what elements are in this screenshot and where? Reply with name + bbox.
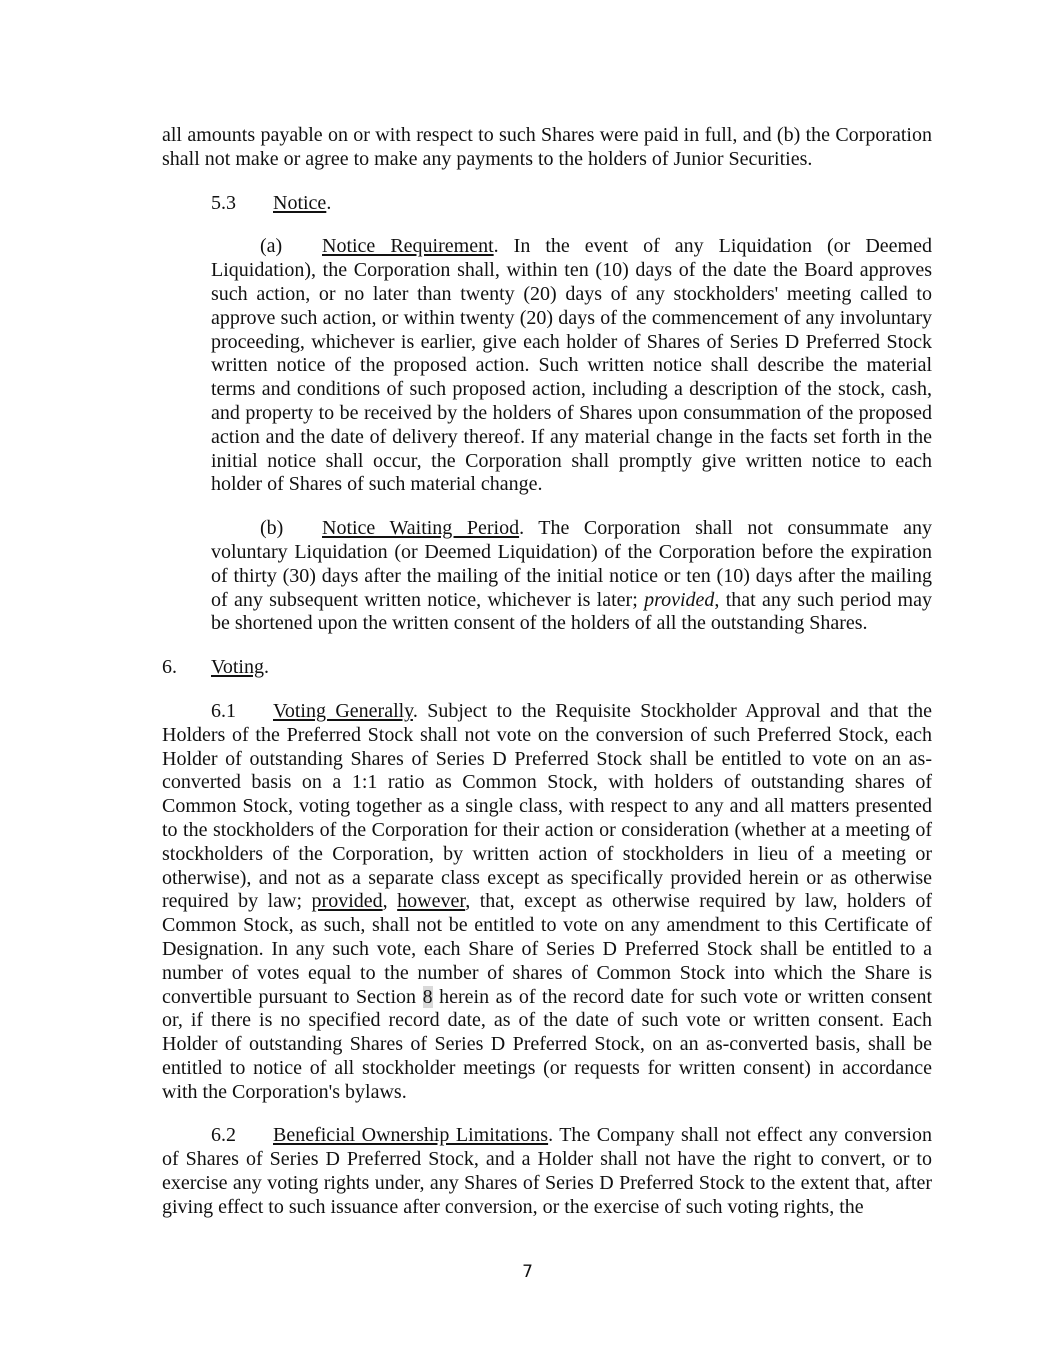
section-title: Voting Generally xyxy=(273,699,413,722)
section-number: 6. xyxy=(162,656,177,679)
section-title: Notice xyxy=(273,191,327,214)
section-6-heading xyxy=(162,656,932,680)
section-5-3-b-paragraph xyxy=(211,517,932,636)
paragraph-text: , that, except as otherwise required by law, holders of Common Stock, as such, shall not be entitled to vote on any amendment to this Certificate of Designation. In any such vote, each Share of Series D Preferred Stock shall be entitled to a number of votes equal to the number of shares of Common Stock into which the Share is convertible pursuant to Section xyxy=(162,890,932,1008)
continuation-paragraph xyxy=(162,124,932,172)
section-6-2-paragraph xyxy=(162,1124,932,1219)
paragraph-text: . In the event of any Liquidation (or Deemed Liquidation), the Corporation shall, within ten (10) days of the date the Board approves such action, or no later than twenty (20) days of any stockholders' meeting called to approve such action, or within twenty (20) days of the commencement of any involuntary proceeding, whichever is earlier, give each holder of Shares of Series D Preferred Stock written notice of the proposed action. Such written notice shall describe the material terms and conditions of such proposed action, including a description of the stock, cash, and property to be received by the holders of Shares upon consummation of the proposed action and the date of delivery thereof. If any material change in the facts set forth in the initial notice shall occur, the Corporation shall promptly give written notice to each holder of Shares of such material change. xyxy=(211,235,932,496)
subsection-title: Notice Waiting Period xyxy=(322,517,520,540)
paragraph-text: , that any such period may be shortened upon the written consent of the holders of all the outstanding Shares. xyxy=(211,588,932,635)
italic-term: provided xyxy=(644,588,715,611)
section-number: 5.3 xyxy=(211,191,236,214)
section-title: Beneficial Ownership Limitations xyxy=(273,1124,549,1147)
section-5-3-subsections xyxy=(211,235,932,636)
title-suffix: . xyxy=(326,191,332,214)
separator: , xyxy=(382,890,398,913)
underlined-term: provided xyxy=(311,890,383,913)
subsection-label: (a) xyxy=(260,235,283,258)
paragraph-text: herein as of the record date for such vote or written consent or, if there is no specified record date, as of the date of such vote or written consent. Each Holder of outstanding Shares of Series D Preferred Stock, on an as-converted basis, shall be entitled to notice of all stockholder meetings (or requests for written consent) in accordance with the Corporation's bylaws. xyxy=(162,985,932,1103)
section-number: 6.2 xyxy=(211,1124,236,1147)
paragraph-text: all amounts payable on or with respect to such Shares were paid in full, and (b) the Corporation shall not make or agree to make any payments to the holders of Junior Securities. xyxy=(162,124,932,170)
page-number: 7 xyxy=(522,1262,533,1282)
paragraph-text: . The Corporation shall not consummate any voluntary Liquidation (or Deemed Liquidation) of the Corporation before the expiration of thirty (30) days after the mailing of the initial notice or ten (10) days after the mailing of any subsequent written notice, whichever is later; xyxy=(211,517,932,611)
paragraph-text: . Subject to the Requisite Stockholder Approval and that the Holders of the Preferred Stock shall not vote on the conversion of such Preferred Stock, each Holder of outstanding Shares of Series D Preferred Stock shall be entitled to vote on an as-converted basis on a 1:1 ratio as Common Stock, with holders of outstanding shares of Common Stock, voting together as a single class, with respect to any and all matters presented to the stockholders of the Corporation for their action or consideration (whether at a meeting of stockholders of the Corporation, by written action of stockholders in lieu of a meeting or otherwise), and not as a separate class except as specifically provided herein or as otherwise required by law; xyxy=(162,699,932,913)
paragraph-text: . The Company shall not effect any conversion of Shares of Series D Preferred Stock, and a Holder shall not have the right to convert, or to exercise any voting rights under, any Shares of Series D Preferred Stock to the extent that, after giving effect to such issuance after conversion, or the exercise of such voting rights, the xyxy=(162,1124,932,1218)
title-suffix: . xyxy=(263,656,269,679)
underlined-term: however xyxy=(397,890,466,913)
section-5-3-a-paragraph xyxy=(211,235,932,497)
section-title: Voting xyxy=(211,656,264,679)
section-5-3-heading xyxy=(162,192,932,216)
subsection-title: Notice Requirement xyxy=(322,235,494,258)
section-6-1-paragraph xyxy=(162,700,932,1105)
document-page xyxy=(162,124,932,1220)
section-number: 6.1 xyxy=(211,699,236,722)
section-cross-reference[interactable]: 8 xyxy=(422,985,433,1008)
subsection-label: (b) xyxy=(260,517,284,540)
